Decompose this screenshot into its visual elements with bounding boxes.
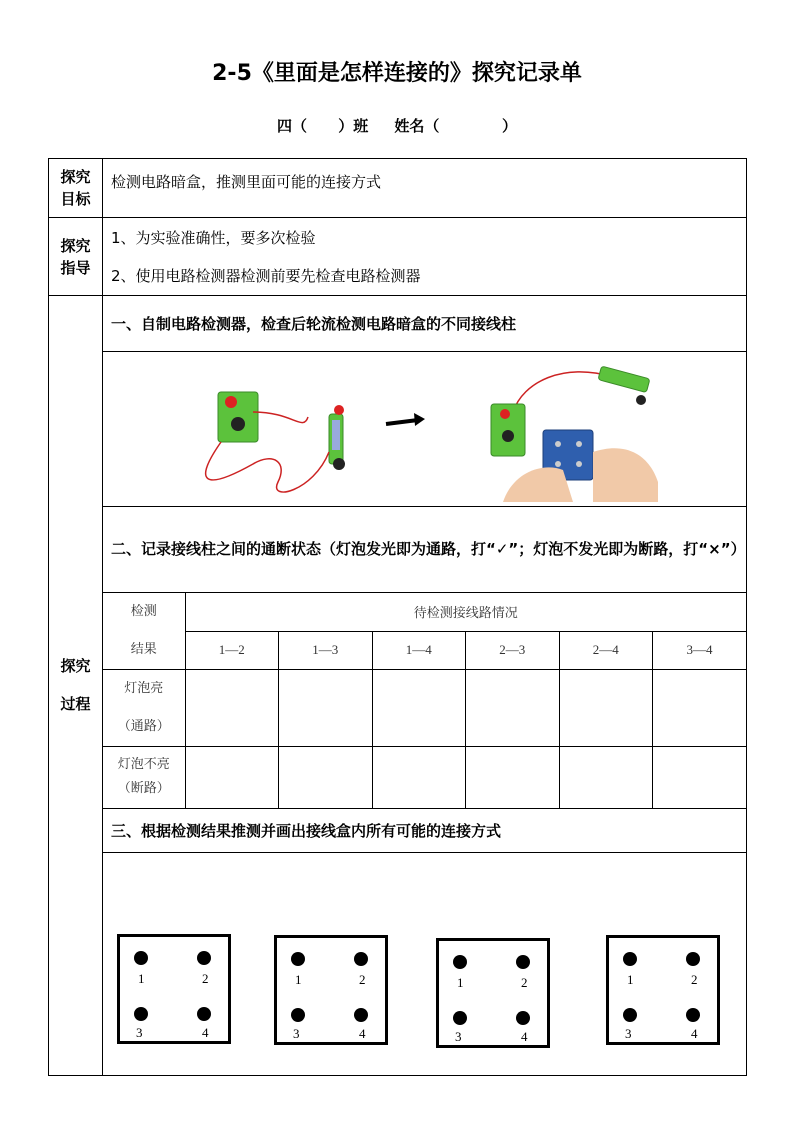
terminal-dot <box>291 1008 305 1022</box>
terminal-dot <box>197 1007 211 1021</box>
terminal-dot <box>453 1011 467 1025</box>
terminal-number: 3 <box>625 1025 632 1041</box>
terminal-dot <box>623 952 637 966</box>
terminal-number: 2 <box>359 971 366 987</box>
group-header: 待检测接线路情况 <box>185 593 746 631</box>
terminal-number: 4 <box>359 1025 366 1041</box>
terminal-number: 4 <box>202 1024 209 1040</box>
junction-box <box>436 938 550 1048</box>
answer-cell[interactable] <box>466 747 560 808</box>
column-header: 3—4 <box>653 631 747 669</box>
terminal-number: 1 <box>138 970 145 986</box>
answer-cell[interactable] <box>372 670 466 747</box>
step3-heading: 三、根据检测结果推测并画出接线盒内所有可能的连接方式 <box>103 808 747 852</box>
terminal-dot <box>197 951 211 965</box>
terminal-number: 4 <box>521 1028 528 1044</box>
answer-cell[interactable] <box>559 670 653 747</box>
column-header: 1—4 <box>372 631 466 669</box>
answer-cell[interactable] <box>185 670 279 747</box>
row-label-lit: 灯泡亮 （通路） <box>103 670 185 747</box>
corner-header: 检测 结果 <box>103 593 185 670</box>
record-table <box>48 158 747 1076</box>
class-name-line: 四（ ）班 姓名（ ） <box>276 117 518 135</box>
answer-cell[interactable] <box>559 747 653 808</box>
terminal-dot <box>291 952 305 966</box>
terminal-dot <box>134 1007 148 1021</box>
result-table <box>103 593 746 808</box>
terminal-number: 2 <box>691 971 698 987</box>
answer-cell[interactable] <box>653 747 747 808</box>
junction-box <box>117 934 231 1044</box>
terminal-number: 2 <box>202 970 209 986</box>
terminal-dot <box>354 1008 368 1022</box>
column-header: 1—3 <box>279 631 373 669</box>
terminal-number: 1 <box>627 971 634 987</box>
guide-item-1: 1、为实验准确性，要多次检验 <box>111 228 316 247</box>
answer-cell[interactable] <box>372 747 466 808</box>
terminal-dot <box>134 951 148 965</box>
guide-label: 探究 指导 <box>49 218 103 296</box>
answer-cell[interactable] <box>466 670 560 747</box>
terminal-dot <box>686 1008 700 1022</box>
answer-cell[interactable] <box>185 747 279 808</box>
terminal-number: 4 <box>691 1025 698 1041</box>
terminal-dot <box>623 1008 637 1022</box>
circuit-photo <box>103 352 747 502</box>
junction-box <box>606 935 720 1045</box>
terminal-dot <box>453 955 467 969</box>
answer-cell[interactable] <box>279 747 373 808</box>
step2-heading: 二、记录接线柱之间的通断状态（灯泡发光即为通路，打“✓”；灯泡不发光即为断路，打“×”） <box>103 507 747 593</box>
process-label: 探究 过程 <box>49 296 103 1076</box>
guide-item-2: 2、使用电路检测器检测前要先检查电路检测器 <box>111 266 421 285</box>
step1-photo-cell <box>103 352 747 507</box>
guide-content <box>103 218 747 296</box>
terminal-number: 1 <box>457 974 464 990</box>
row-label-unlit: 灯泡不亮 （断路） <box>103 747 185 808</box>
terminal-dot <box>354 952 368 966</box>
terminal-dot <box>516 955 530 969</box>
column-header: 2—3 <box>466 631 560 669</box>
result-table-cell <box>103 593 747 809</box>
terminal-number: 3 <box>455 1028 462 1044</box>
column-header: 1—2 <box>185 631 279 669</box>
goal-label: 探究 目标 <box>49 159 103 218</box>
answer-cell[interactable] <box>653 670 747 747</box>
terminal-dot <box>516 1011 530 1025</box>
answer-cell[interactable] <box>279 670 373 747</box>
page-title: 2-5《里面是怎样连接的》探究记录单 <box>212 61 582 86</box>
terminal-dot <box>686 952 700 966</box>
terminal-number: 3 <box>136 1024 143 1040</box>
drawing-area[interactable] <box>103 852 747 1075</box>
column-header: 2—4 <box>559 631 653 669</box>
junction-box <box>274 935 388 1045</box>
step1-heading: 一、自制电路检测器，检查后轮流检测电路暗盒的不同接线柱 <box>103 296 747 352</box>
terminal-number: 2 <box>521 974 528 990</box>
terminal-number: 3 <box>293 1025 300 1041</box>
terminal-number: 1 <box>295 971 302 987</box>
goal-text: 检测电路暗盒，推测里面可能的连接方式 <box>103 159 747 218</box>
